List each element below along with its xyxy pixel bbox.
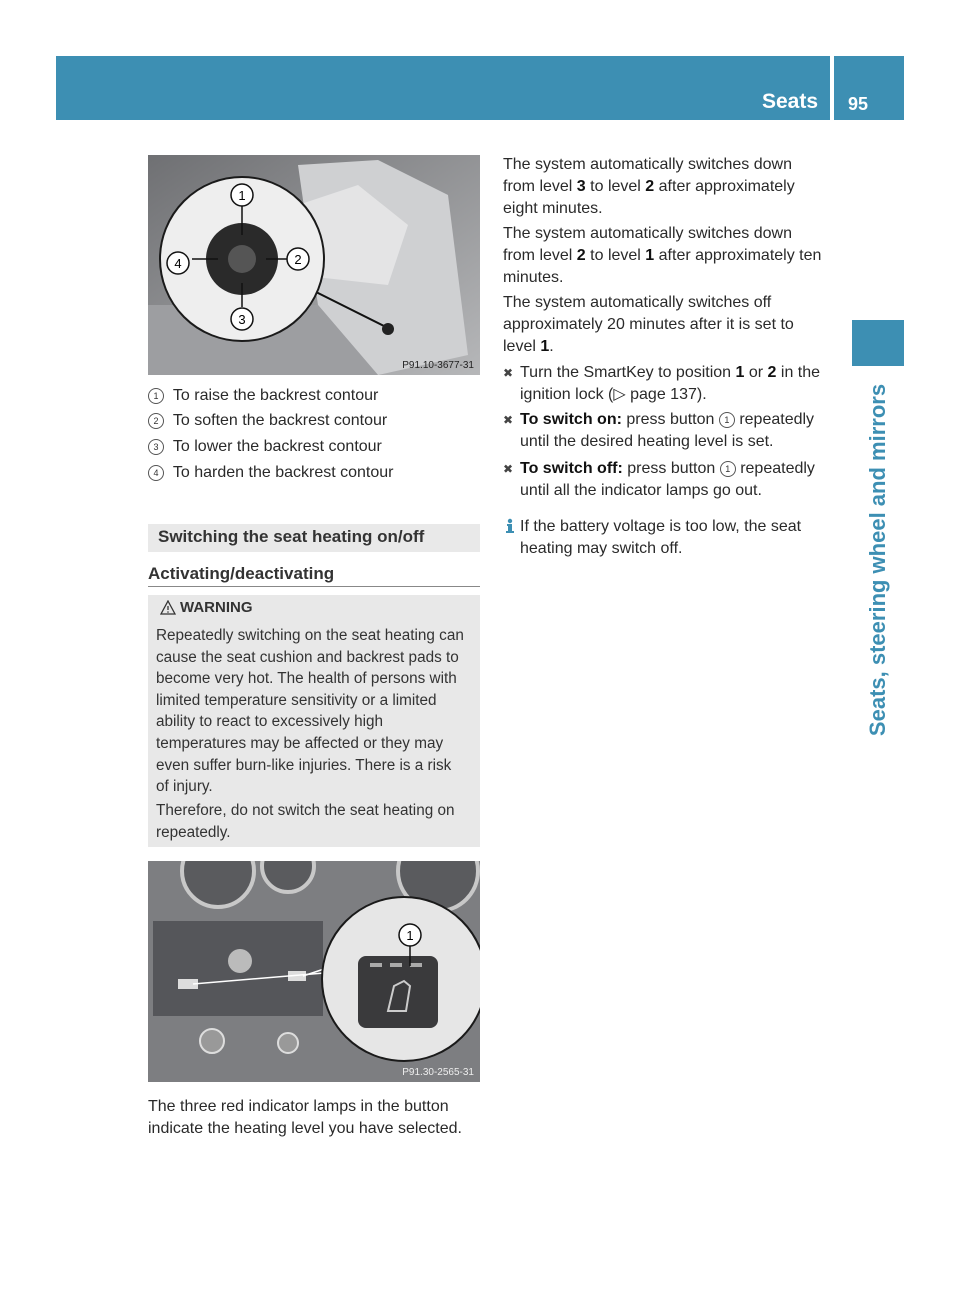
svg-text:2: 2 xyxy=(294,252,302,267)
figure-code: P91.30-2565-31 xyxy=(402,1067,474,1078)
warning-line: Repeatedly switching on the seat heating can xyxy=(156,627,464,644)
warning-line: Therefore, do not switch the seat heating on xyxy=(156,802,455,819)
step-1: Turn the SmartKey to position 1 or 2 in the xyxy=(520,364,821,381)
note-line: heating may switch off. xyxy=(520,540,683,557)
legend-item-3: 3 To lower the backrest contour xyxy=(148,436,382,458)
warning-line: limited temperature sensitivity or a limited xyxy=(156,691,437,709)
body-line: minutes. xyxy=(503,269,564,286)
warning-icon xyxy=(160,600,176,621)
step-2: To switch on: press button 1 repeatedly xyxy=(520,411,815,428)
callout-4 xyxy=(167,252,189,274)
caption-line: indicate the heating level you have selected. xyxy=(148,1120,462,1137)
svg-text:1: 1 xyxy=(238,188,246,203)
legend-item-1: 1 To raise the backrest contour xyxy=(148,385,378,407)
step-arrow-icon: ✖ xyxy=(503,366,514,380)
warning-line: ability to react to excessively high xyxy=(156,713,384,731)
callout-1 xyxy=(231,184,253,206)
warning-box xyxy=(148,595,480,847)
side-tab-label: Seats, steering wheel and mirrors xyxy=(865,383,890,737)
step-arrow-icon: ✖ xyxy=(503,462,514,476)
caption-line: The three red indicator lamps in the button xyxy=(148,1098,449,1115)
body-line: The system automatically switches down xyxy=(503,225,792,242)
info-icon xyxy=(503,518,517,539)
warning-line: repeatedly. xyxy=(156,823,231,841)
body-line: approximately 20 minutes after it is set to xyxy=(503,316,794,333)
legend-item-2: 2 To soften the backrest contour xyxy=(148,410,387,432)
warning-line: of injury. xyxy=(156,778,213,796)
legend-item-4: 4 To harden the backrest contour xyxy=(148,462,393,484)
step-2-line2: until the desired heating level is set. xyxy=(520,433,774,450)
section-title: Seats xyxy=(762,90,819,113)
svg-text:3: 3 xyxy=(238,312,246,327)
dashboard-illustration xyxy=(148,861,480,1082)
body-line: level 1. xyxy=(503,338,554,355)
svg-text:1: 1 xyxy=(406,928,414,943)
step-arrow-icon: ✖ xyxy=(503,413,514,427)
body-line: from level 2 to level 1 after approximately ten xyxy=(503,247,822,264)
callout-3 xyxy=(231,308,253,330)
section-heading: Switching the seat heating on/off xyxy=(148,524,480,552)
warning-title: WARNING xyxy=(180,599,253,616)
callout-2 xyxy=(287,248,309,270)
page-number: 95 xyxy=(848,94,869,114)
step-3: To switch off: press button 1 repeatedly xyxy=(520,460,815,477)
warning-line: temperatures may be affected or they may xyxy=(156,735,444,752)
note-line: If the battery voltage is too low, the seat xyxy=(520,518,802,535)
header-divider xyxy=(830,56,834,120)
body-line: eight minutes. xyxy=(503,200,603,217)
body-line: The system automatically switches off xyxy=(503,294,772,311)
figure-code: P91.10-3677-31 xyxy=(402,360,474,371)
svg-text:4: 4 xyxy=(174,256,182,271)
subsection-heading: Activating/deactivating xyxy=(148,564,335,583)
side-tab xyxy=(852,320,904,366)
body-line: The system automatically switches down xyxy=(503,156,792,173)
seat-backrest-figure xyxy=(148,155,480,375)
seat-heating-button-figure xyxy=(148,861,480,1082)
heading-rule xyxy=(148,586,480,587)
warning-line: even suffer burn-like injuries. There is a risk xyxy=(156,756,452,774)
seat-illustration xyxy=(148,155,480,375)
body-line: from level 3 to level 2 after approximately xyxy=(503,178,795,195)
warning-line: become very hot. The health of persons with xyxy=(156,670,457,688)
callout-1 xyxy=(399,924,421,946)
step-1-line2: ignition lock (▷ page 137). xyxy=(520,386,707,403)
warning-line: cause the seat cushion and backrest pads to xyxy=(156,648,459,666)
step-3-line2: until all the indicator lamps go out. xyxy=(520,482,762,499)
